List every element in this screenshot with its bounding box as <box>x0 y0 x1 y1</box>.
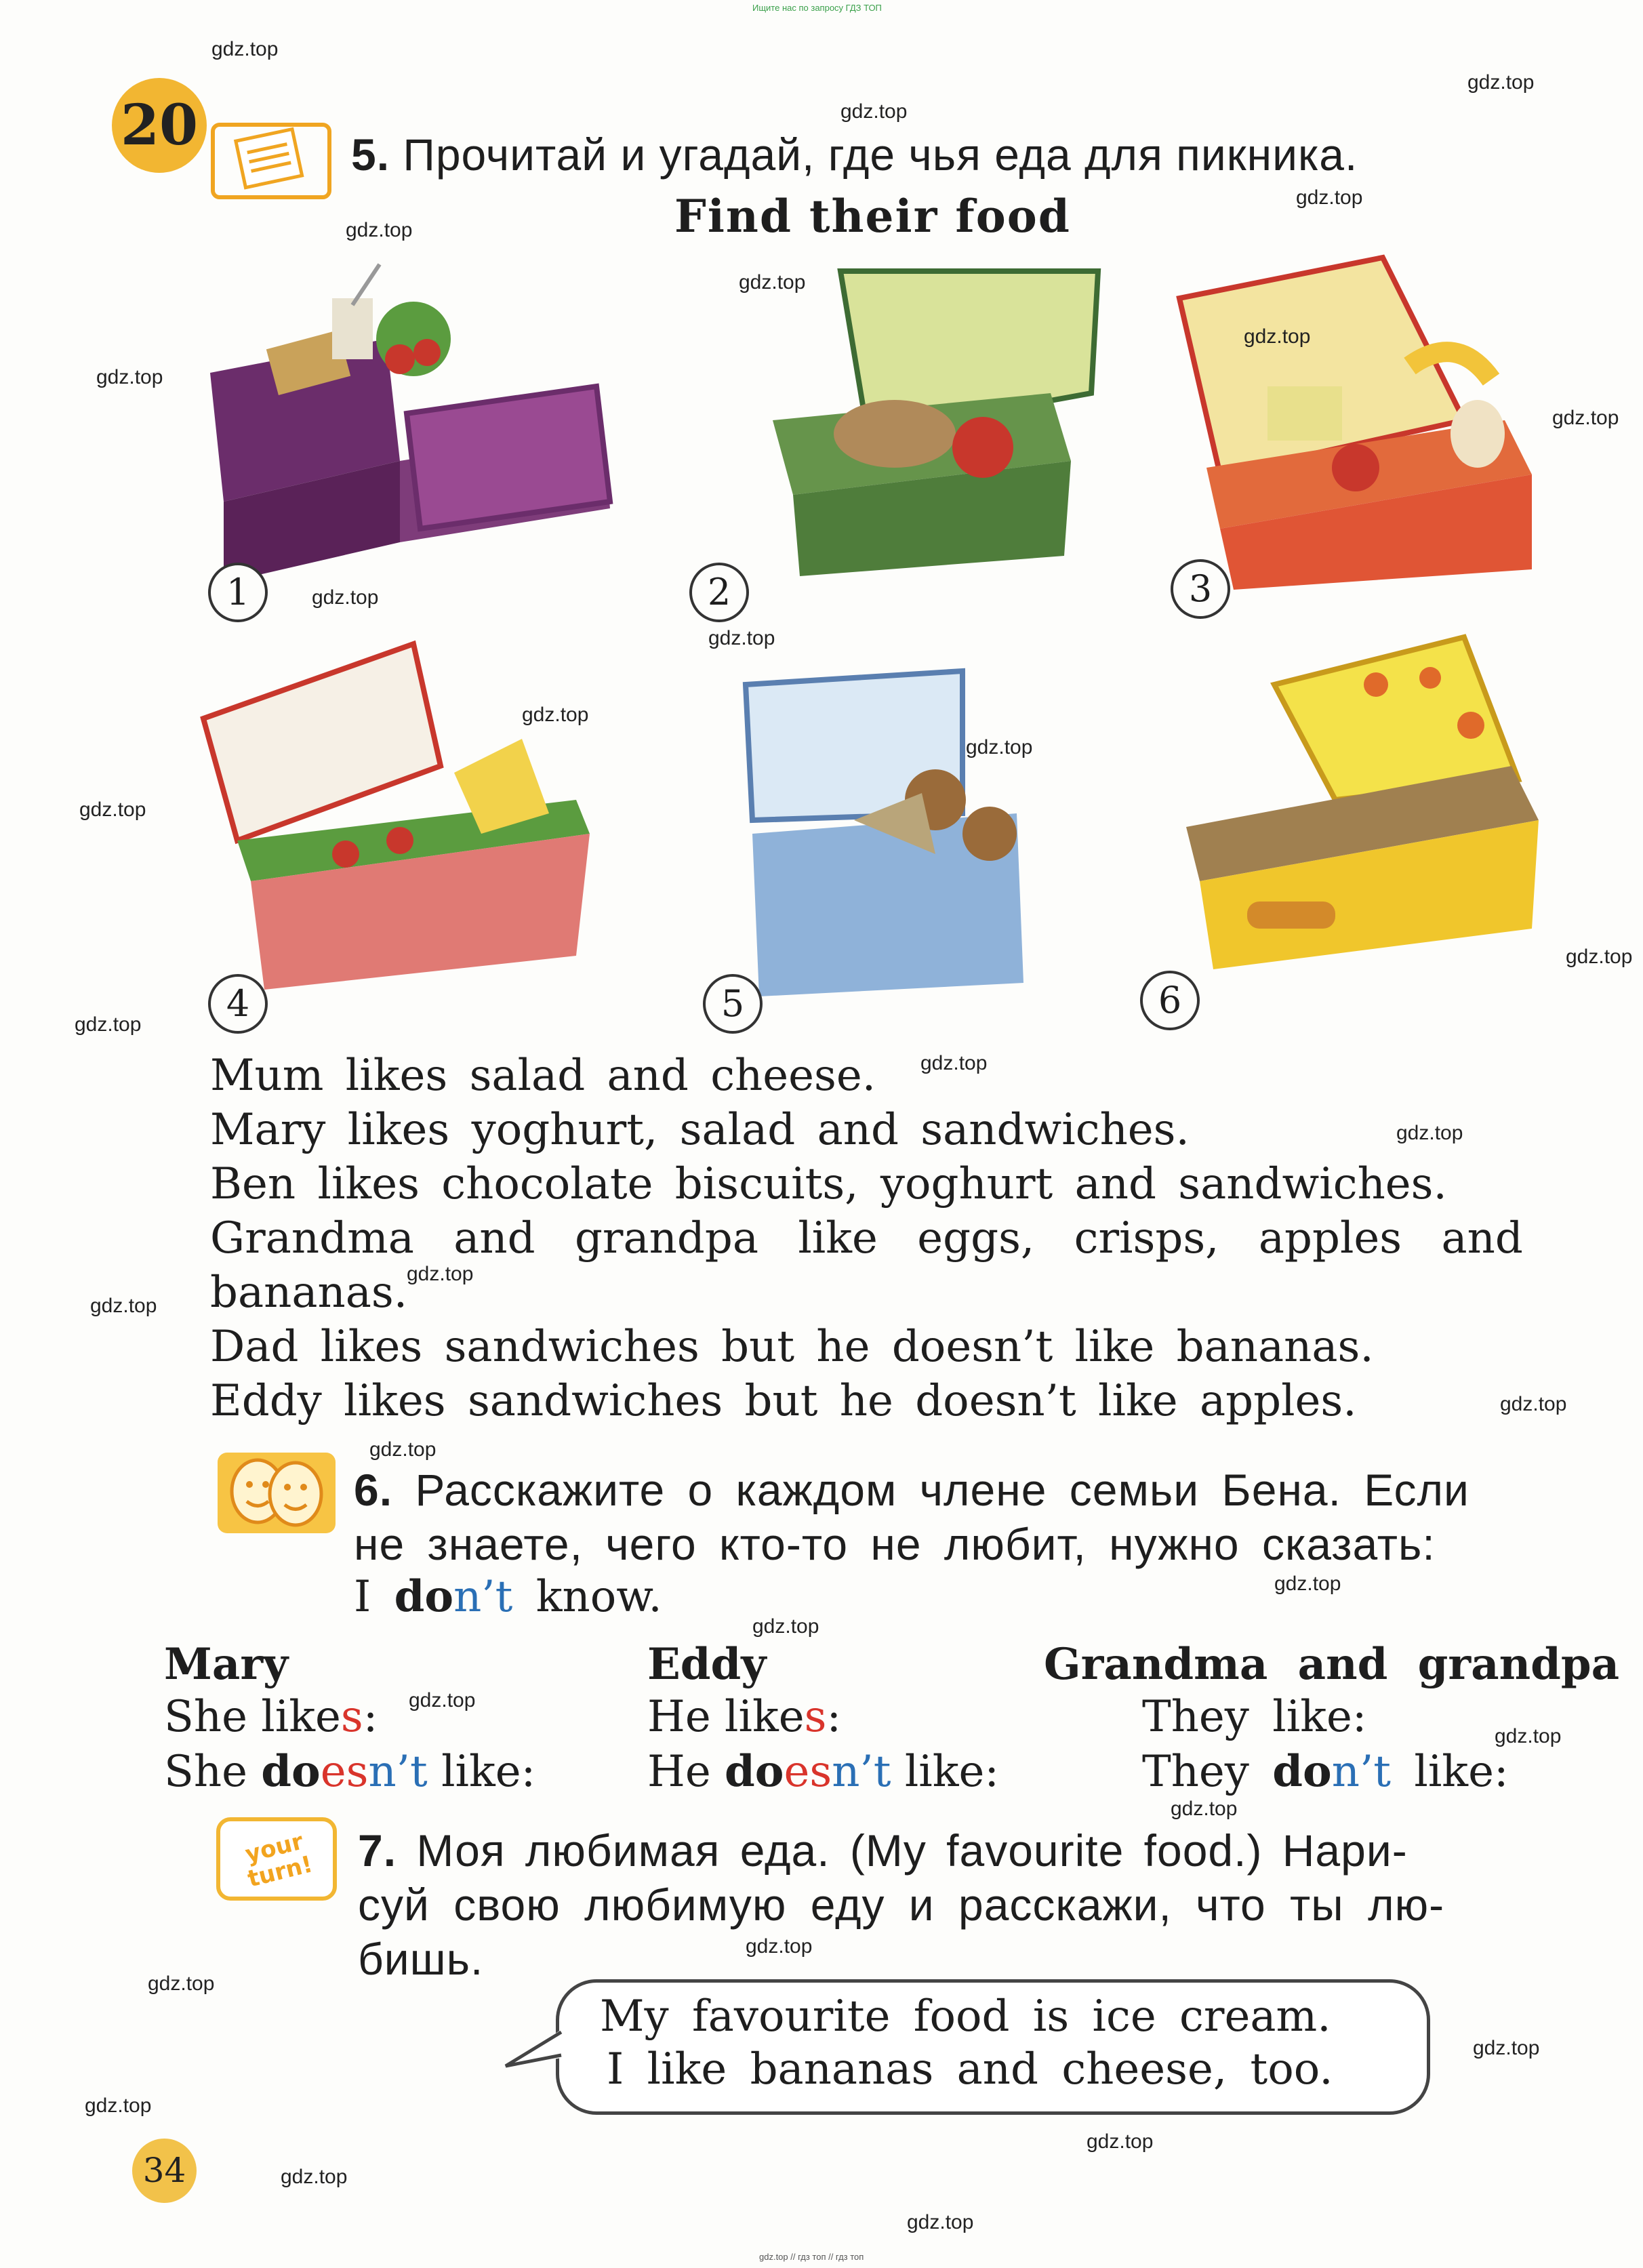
column-grandparents-name: Grandma and grandpa <box>1044 1639 1620 1690</box>
phrase-know: know. <box>535 1572 662 1622</box>
exercise5-number: 5. <box>351 129 390 180</box>
watermark: gdz.top <box>840 100 908 123</box>
watermark: gdz.top <box>312 586 379 609</box>
watermark: gdz.top <box>1396 1122 1463 1144</box>
exercise7-text-1: Моя любимая еда. (My favourite food.) Нари- <box>416 1825 1408 1876</box>
eddy-likes-subject: He <box>647 1692 711 1742</box>
grandparents-neg-like: like: <box>1414 1747 1509 1797</box>
watermark: gdz.top <box>90 1295 157 1317</box>
mary-likes-line <box>164 1692 378 1742</box>
lunchbox-1-image <box>197 258 637 610</box>
watermark: gdz.top <box>739 271 806 293</box>
watermark: gdz.top <box>920 1052 988 1074</box>
exercise6-number: 6. <box>354 1465 393 1515</box>
bubble-line-2: I like bananas and cheese, too. <box>607 2044 1333 2094</box>
sentence-2: Mary likes yoghurt, salad and sandwiches. <box>210 1105 1190 1155</box>
column-eddy-name: Eddy <box>647 1639 767 1690</box>
lunchbox-2-image <box>752 258 1132 576</box>
phrase-i: I <box>354 1572 371 1622</box>
bottom-notice: gdz.top // гдз топ // гдз топ <box>759 2252 864 2262</box>
exercise6-text-1: Расскажите о каждом члене семьи Бена. Если <box>415 1465 1469 1515</box>
box-label-1: 1 <box>208 563 268 622</box>
bubble-line-1: My favourite food is ice cream. <box>600 1991 1331 2042</box>
watermark: gdz.top <box>1244 325 1311 348</box>
box-label-2: 2 <box>689 563 749 622</box>
watermark: gdz.top <box>407 1263 474 1285</box>
speech-bubble-tail <box>502 2027 566 2074</box>
grandparents-likes-subject: They <box>1142 1692 1249 1742</box>
watermark: gdz.top <box>148 1972 215 1995</box>
exercise6-line2: не знаете, чего кто-то не любит, нужно сказать: <box>354 1519 1436 1569</box>
reading-book-icon <box>210 122 332 200</box>
exercise5-title: Find their food <box>674 190 1071 243</box>
sentence-4-cont: bananas. <box>210 1268 408 1318</box>
lesson-number-badge <box>112 78 207 173</box>
mary-likes-ending: s <box>340 1692 363 1742</box>
watermark: gdz.top <box>281 2166 348 2188</box>
phrase-do: do <box>394 1571 454 1622</box>
exercise7-line1 <box>358 1825 1408 1876</box>
eddy-neg-es: es <box>784 1747 832 1797</box>
watermark: gdz.top <box>409 1689 476 1712</box>
sentence-6: Eddy likes sandwiches but he doesn’t like apples. <box>210 1376 1357 1426</box>
box-label-5: 5 <box>703 974 763 1034</box>
watermark: gdz.top <box>752 1615 819 1638</box>
lunchbox-5-image <box>732 664 1037 1003</box>
sentence-5: Dad likes sandwiches but he doesn’t like bananas. <box>210 1322 1374 1372</box>
exercise7-line2: суй свою любимую еду и расскажи, что ты лю- <box>358 1880 1445 1930</box>
watermark: gdz.top <box>522 704 589 726</box>
eddy-likes-ending: s <box>804 1692 827 1742</box>
eddy-neg-do: do <box>725 1746 784 1797</box>
watermark: gdz.top <box>1495 1725 1562 1747</box>
mary-likes-verb: like <box>261 1692 341 1742</box>
mary-neg-nt: n’t <box>368 1747 428 1797</box>
lunchbox-3-image <box>1152 251 1559 596</box>
exercise5-text: Прочитай и угадай, где чья еда для пикника. <box>403 129 1358 180</box>
watermark: gdz.top <box>708 627 775 649</box>
watermark: gdz.top <box>1296 186 1363 209</box>
watermark: gdz.top <box>369 1438 437 1461</box>
exercise7-line3: бишь. <box>358 1934 484 1984</box>
sentence-4: Grandma and grandpa like eggs, crisps, apples and <box>210 1213 1523 1263</box>
your-turn-badge <box>216 1817 338 1901</box>
watermark: gdz.top <box>907 2211 974 2233</box>
mary-neg-subject: She <box>164 1747 247 1797</box>
mary-neg-do: do <box>261 1746 321 1797</box>
watermark: gdz.top <box>1171 1798 1238 1820</box>
page-number-badge <box>132 2139 197 2203</box>
watermark: gdz.top <box>1087 2130 1154 2153</box>
mary-neg-line <box>164 1746 535 1797</box>
watermark: gdz.top <box>79 798 146 821</box>
lunchbox-6-image <box>1173 630 1566 976</box>
watermark: gdz.top <box>96 366 163 388</box>
mary-likes-subject: She <box>164 1692 247 1742</box>
watermark: gdz.top <box>1467 71 1535 94</box>
mary-neg-like: like: <box>441 1747 536 1797</box>
speaking-faces-icon <box>216 1451 338 1535</box>
eddy-neg-line <box>647 1746 999 1797</box>
box-label-3: 3 <box>1171 559 1230 619</box>
lesson-number: 20 <box>120 93 199 158</box>
your-turn-text: your turn! <box>242 1827 316 1893</box>
grandparents-neg-subject: They <box>1142 1747 1249 1797</box>
top-notice: Ищите нас по запросу ГДЗ ТОП <box>752 3 882 13</box>
exercise6-line1 <box>354 1464 1469 1516</box>
exercise5-instruction <box>351 129 1591 180</box>
eddy-likes-line <box>647 1692 841 1742</box>
sentence-1: Mum likes salad and cheese. <box>210 1051 876 1101</box>
watermark: gdz.top <box>85 2094 152 2117</box>
watermark: gdz.top <box>1552 407 1619 429</box>
mary-neg-es: es <box>320 1747 369 1797</box>
watermark: gdz.top <box>966 736 1033 758</box>
grandparents-neg-line <box>1142 1746 1509 1797</box>
eddy-likes-verb: like <box>725 1692 805 1742</box>
watermark: gdz.top <box>75 1013 142 1036</box>
grandparents-likes-verb: like: <box>1272 1692 1367 1742</box>
watermark: gdz.top <box>1566 946 1633 968</box>
box-label-6: 6 <box>1140 971 1200 1030</box>
column-mary-name: Mary <box>164 1639 289 1690</box>
exercise7-number: 7. <box>358 1825 397 1876</box>
watermark: gdz.top <box>1500 1393 1567 1415</box>
eddy-neg-like: like: <box>904 1747 999 1797</box>
eddy-likes-colon: : <box>826 1692 842 1742</box>
lunchbox-4-image <box>197 637 610 1003</box>
eddy-neg-nt: n’t <box>832 1747 891 1797</box>
grandparents-likes-line <box>1142 1692 1366 1742</box>
phrase-nt: n’t <box>453 1572 513 1622</box>
box-label-4: 4 <box>208 974 268 1034</box>
eddy-neg-subject: He <box>647 1747 711 1797</box>
watermark: gdz.top <box>1274 1573 1341 1595</box>
watermark: gdz.top <box>1473 2037 1540 2059</box>
grandparents-neg-nt: n’t <box>1331 1747 1391 1797</box>
grandparents-neg-do: do <box>1272 1746 1332 1797</box>
watermark: gdz.top <box>211 38 279 60</box>
sentence-3: Ben likes chocolate biscuits, yoghurt and sandwiches. <box>210 1159 1447 1209</box>
exercise6-phrase <box>354 1571 662 1622</box>
watermark: gdz.top <box>346 219 413 241</box>
mary-likes-colon: : <box>363 1692 378 1742</box>
page-number: 34 <box>142 2151 186 2190</box>
watermark: gdz.top <box>746 1935 813 1958</box>
